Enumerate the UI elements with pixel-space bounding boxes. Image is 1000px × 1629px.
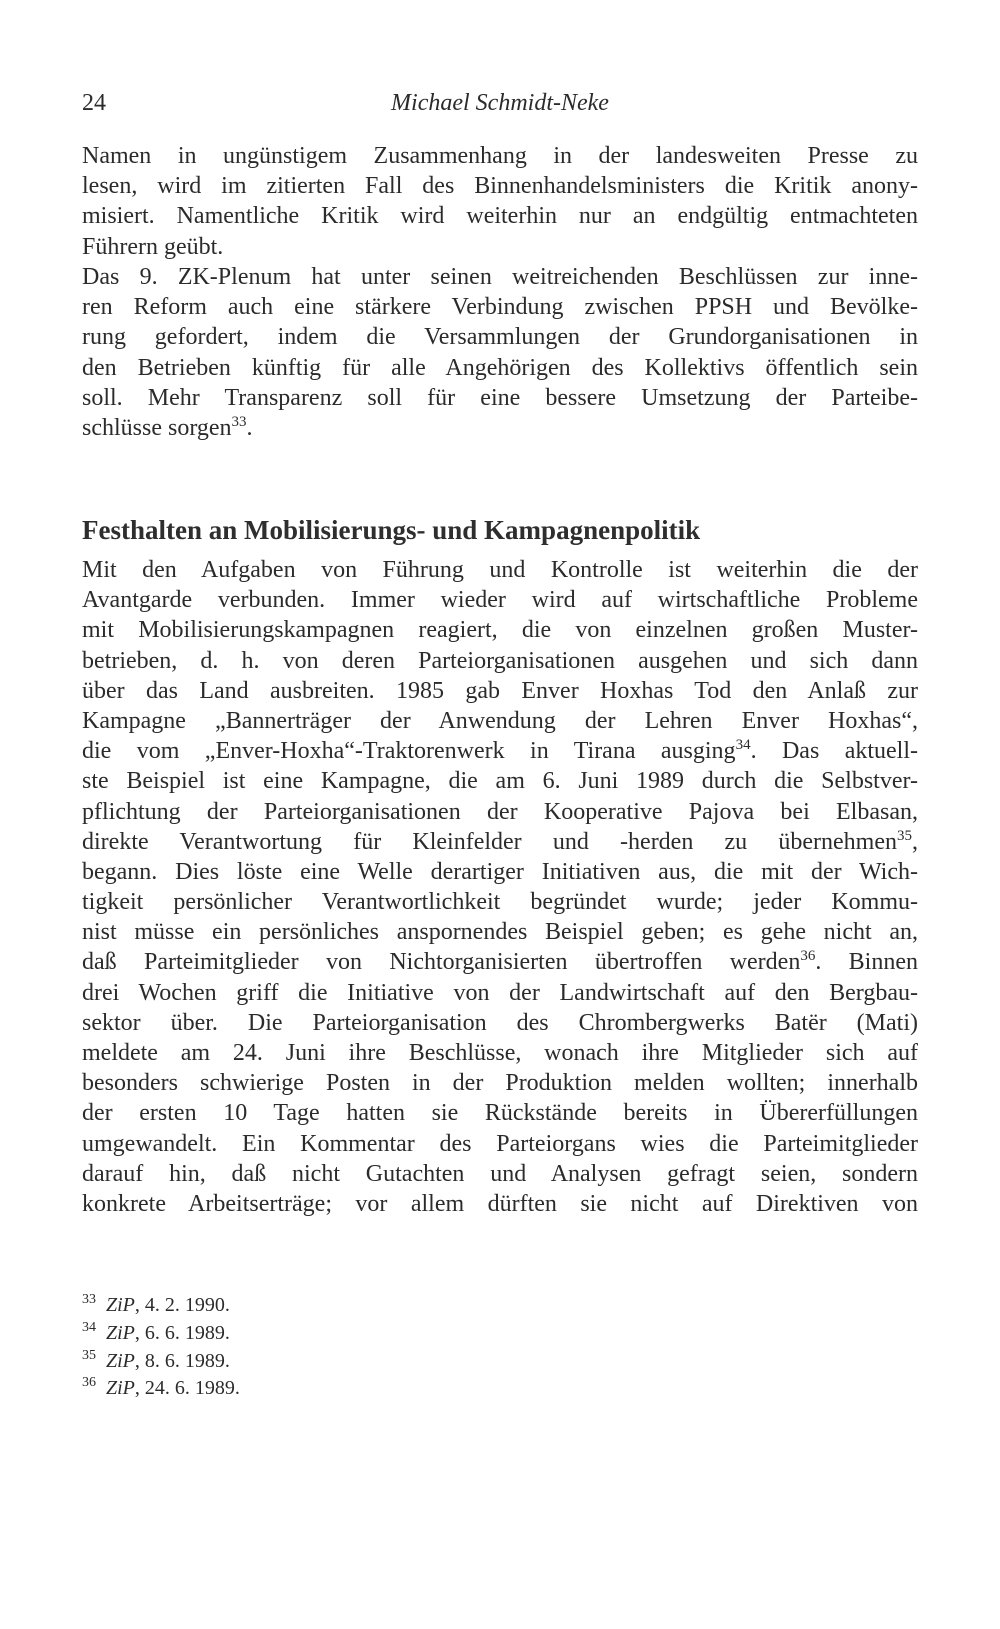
footnote-date: , 6. 6. 1989. bbox=[134, 1321, 230, 1344]
text-run: , bbox=[912, 828, 918, 855]
footnote-reference[interactable]: 36 bbox=[800, 948, 816, 965]
running-head-author: Michael Schmidt-Neke bbox=[391, 90, 609, 116]
footnote-source: ZiP bbox=[106, 1294, 135, 1316]
text-run: Kampagne „Bannerträger der Anwendung der Lehren Enver Hoxhas“, bbox=[82, 707, 918, 734]
text-line: soll. Mehr Transparenz soll für eine bessere Umsetzung der Parteibe- bbox=[82, 384, 918, 411]
text-run: begann. Dies löste eine Welle derartiger Initiativen aus, die mit der Wich- bbox=[82, 858, 918, 885]
section-heading: Festhalten an Mobilisierungs- und Kampagnenpolitik bbox=[82, 515, 701, 545]
text-run: direkte Verantwortung für Kleinfelder und -herden zu übernehmen bbox=[82, 828, 897, 855]
text-line bbox=[82, 615, 918, 645]
text-run: darauf hin, daß nicht Gutachten und Analysen gefragt seien, sondern bbox=[82, 1160, 918, 1187]
footnote-number: 35 bbox=[82, 1347, 96, 1363]
footnote-source: ZiP bbox=[106, 1349, 135, 1372]
text-run: umgewandelt. Ein Kommentar des Parteiorgans wies die Parteimitglieder bbox=[82, 1130, 918, 1157]
text-line: Namen in ungünstigem Zusammenhang in der landesweiten Presse zu bbox=[82, 143, 918, 169]
text-line: Führern geübt. bbox=[82, 233, 224, 260]
text-line bbox=[82, 917, 918, 947]
footnote-date: , 4. 2. 1990. bbox=[134, 1294, 230, 1316]
text-run: konkrete Arbeitserträge; vor allem dürften sie nicht auf Direktiven von bbox=[82, 1190, 918, 1217]
text-run: . Das aktuell- bbox=[750, 738, 919, 765]
text-run: meldete am 24. Juni ihre Beschlüsse, wonach ihre Mitglieder sich auf bbox=[82, 1040, 918, 1066]
text-line bbox=[82, 676, 918, 706]
paragraph-3 bbox=[82, 555, 918, 1219]
text-line bbox=[82, 887, 918, 917]
paragraph-2 bbox=[82, 262, 918, 443]
footnote bbox=[82, 1348, 918, 1376]
text-run: Mit den Aufgaben von Führung und Kontrolle ist weiterhin die der bbox=[82, 557, 918, 583]
footnote-number: 36 bbox=[82, 1375, 96, 1391]
page-number: 24 bbox=[82, 90, 106, 116]
footnote-text bbox=[106, 1375, 240, 1403]
text-line: lesen, wird im zitierten Fall des Binnenhandelsministers die Kritik anony- bbox=[82, 173, 918, 200]
text-line: den Betrieben künftig für alle Angehörigen des Kollektivs öffentlich sein bbox=[82, 354, 918, 381]
footnote bbox=[82, 1292, 918, 1320]
text-run: besonders schwierige Posten in der Produktion melden wollten; innerhalb bbox=[82, 1070, 918, 1097]
footnote-date: , 24. 6. 1989. bbox=[134, 1377, 240, 1400]
text-line bbox=[82, 1159, 918, 1189]
paragraph-1 bbox=[82, 141, 918, 262]
text-line bbox=[82, 706, 918, 736]
footnote-source: ZiP bbox=[106, 1321, 135, 1344]
text-line bbox=[82, 827, 918, 857]
running-head bbox=[82, 86, 918, 120]
footnote-reference[interactable]: 33 bbox=[231, 413, 247, 430]
text-run: . Binnen bbox=[815, 949, 919, 976]
text-run: betrieben, d. h. von deren Parteiorganisationen ausgehen und sich dann bbox=[82, 647, 918, 674]
text-line bbox=[82, 1008, 918, 1038]
footnote-number: 34 bbox=[82, 1319, 96, 1335]
footnote bbox=[82, 1375, 918, 1403]
text-run: die vom „Enver-Hoxha“-Traktorenwerk in Tirana ausging bbox=[82, 738, 736, 765]
footnote bbox=[82, 1320, 918, 1348]
text-run: ste Beispiel ist eine Kampagne, die am 6. Juni 1989 durch die Selbstver- bbox=[82, 768, 918, 795]
footnote-date: , 8. 6. 1989. bbox=[134, 1349, 230, 1372]
text-run: drei Wochen griff die Initiative von der Landwirtschaft auf den Bergbau- bbox=[82, 979, 918, 1006]
text-line: Das 9. ZK-Plenum hat unter seinen weitreichenden Beschlüssen zur inne- bbox=[82, 264, 918, 290]
text-run: Avantgarde verbunden. Immer wieder wird auf wirtschaftliche Probleme bbox=[82, 587, 918, 614]
text-line: misiert. Namentliche Kritik wird weiterhin nur an endgültig entmachteten bbox=[82, 203, 918, 230]
text-run: sektor über. Die Parteiorganisation des Chrombergwerks Batër (Mati) bbox=[82, 1009, 918, 1036]
text-line bbox=[82, 1068, 918, 1098]
text-run: der ersten 10 Tage hatten sie Rückstände bereits in Übererfüllungen bbox=[82, 1100, 918, 1127]
footnotes bbox=[82, 1292, 918, 1403]
text-line bbox=[82, 585, 918, 615]
text-line bbox=[82, 857, 918, 887]
text-line bbox=[82, 766, 918, 796]
text-run: tigkeit persönlicher Verantwortlichkeit begründet wurde; jeder Kommu- bbox=[82, 889, 918, 916]
footnote-source: ZiP bbox=[106, 1377, 135, 1400]
footnote-text bbox=[106, 1292, 230, 1320]
text-run: über das Land ausbreiten. 1985 gab Enver Hoxhas Tod den Anlaß zur bbox=[82, 677, 918, 704]
text-line bbox=[82, 555, 918, 585]
text-line: ren Reform auch eine stärkere Verbindung zwischen PPSH und Bevölke- bbox=[82, 294, 918, 321]
text-line bbox=[82, 736, 918, 766]
text-run: daß Parteimitglieder von Nichtorganisierten übertroffen werden bbox=[82, 949, 801, 976]
text-line bbox=[82, 797, 918, 827]
text-line bbox=[82, 1098, 918, 1128]
text-line bbox=[82, 646, 918, 676]
footnote-number: 33 bbox=[82, 1292, 96, 1307]
footnote-reference[interactable]: 35 bbox=[897, 827, 912, 844]
text-line bbox=[82, 1038, 918, 1068]
text-line: rung gefordert, indem die Versammlungen der Grundorganisationen in bbox=[82, 324, 918, 351]
text-run: mit Mobilisierungskampagnen reagiert, die von einzelnen großen Muster- bbox=[82, 617, 918, 644]
footnote-reference[interactable]: 34 bbox=[735, 737, 751, 754]
footnote-text bbox=[106, 1320, 230, 1348]
text-line bbox=[82, 947, 918, 977]
text-line: schlüsse sorgen$^{33}$. bbox=[82, 413, 253, 441]
text-line bbox=[82, 978, 918, 1008]
text-run: pflichtung der Parteiorganisationen der Kooperative Pajova bei Elbasan, bbox=[82, 798, 918, 825]
text-line bbox=[82, 1129, 918, 1159]
text-run: nist müsse ein persönliches anspornendes Beispiel geben; es gehe nicht an, bbox=[82, 919, 918, 946]
footnote-text bbox=[106, 1348, 230, 1376]
text-line bbox=[82, 1189, 918, 1219]
